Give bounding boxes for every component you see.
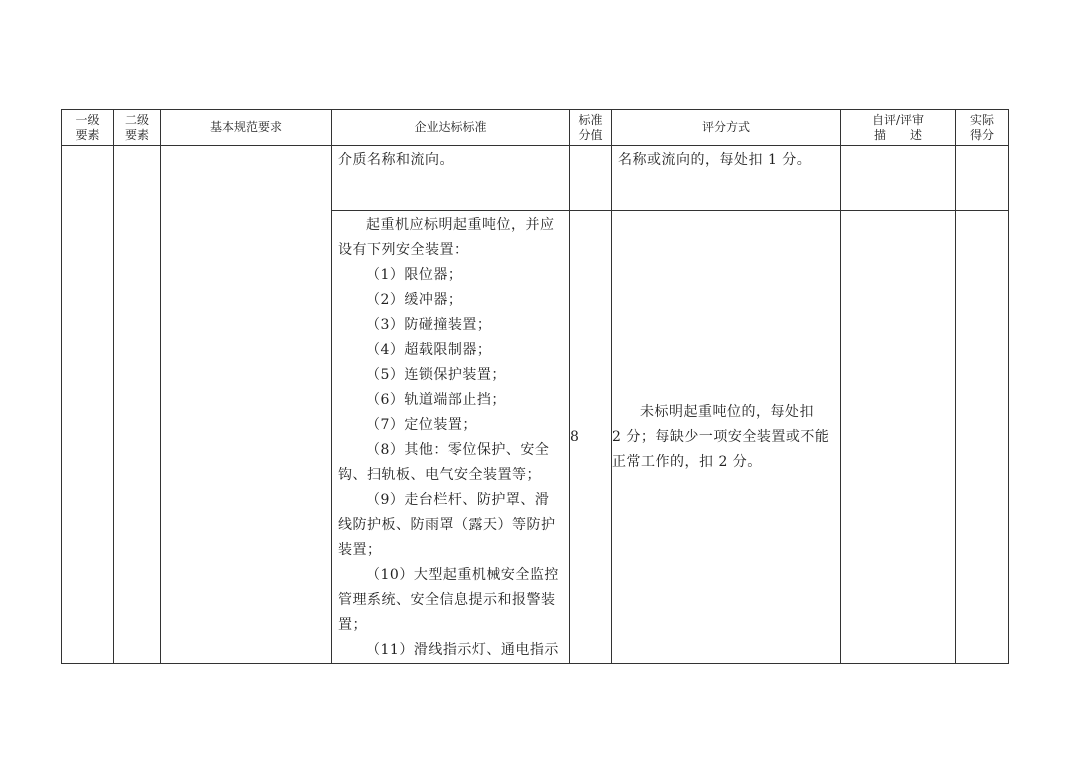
- header-self-evaluation: 自评/评审 描 述: [841, 110, 956, 146]
- header-scoring-method: 评分方式: [612, 110, 841, 146]
- standards-table: [61, 109, 1009, 664]
- method-cell: 未标明起重吨位的，每处扣 2 分；每缺少一项安全装置或不能正常工作的，扣 2 分。: [612, 211, 841, 664]
- score-cell: [570, 146, 612, 211]
- list-item: （11）滑线指示灯、通电指示: [366, 642, 559, 658]
- header-basic-requirements: 基本规范要求: [161, 110, 332, 146]
- level1-cell: [62, 146, 114, 664]
- method-cell: 名称或流向的，每处扣 1 分。: [612, 146, 841, 211]
- actual-score-cell: [956, 146, 1009, 211]
- level2-cell: [114, 146, 161, 664]
- standard-intro: 起重机应标明起重吨位，并应设有下列安全装置：: [338, 217, 555, 258]
- header-row: [62, 110, 1009, 146]
- list-item: （10）大型起重机械安全监控 管理系统、安全信息提示和报警装置；: [338, 567, 559, 633]
- list-item: （1）限位器；: [366, 267, 463, 283]
- standard-cell: [332, 211, 570, 664]
- basic-requirement-cell: [161, 146, 332, 664]
- score-cell: 8: [570, 211, 612, 664]
- table-row: [62, 146, 1009, 211]
- header-standard-score: 标准 分值: [570, 110, 612, 146]
- list-item: （8）其他：零位保护、安全 钩、扫轨板、电气安全装置等；: [338, 442, 550, 483]
- list-item: （3）防碰撞装置；: [366, 317, 492, 333]
- self-eval-cell: [841, 211, 956, 664]
- header-level1: 一级 要素: [62, 110, 114, 146]
- list-item: （4）超载限制器；: [366, 342, 492, 358]
- actual-score-cell: [956, 211, 1009, 664]
- list-item: （6）轨道端部止挡；: [366, 392, 506, 408]
- list-item: （9）走台栏杆、防护罩、滑 线防护板、防雨罩（露天）等防护装置；: [338, 492, 556, 558]
- self-eval-cell: [841, 146, 956, 211]
- list-item: （2）缓冲器；: [366, 292, 463, 308]
- list-item: （7）定位装置；: [366, 417, 477, 433]
- header-enterprise-standard: 企业达标标准: [332, 110, 570, 146]
- standard-cell: 介质名称和流向。: [332, 146, 570, 211]
- list-item: （5）连锁保护装置；: [366, 367, 506, 383]
- header-actual-score: 实际 得分: [956, 110, 1009, 146]
- header-level2: 二级 要素: [114, 110, 161, 146]
